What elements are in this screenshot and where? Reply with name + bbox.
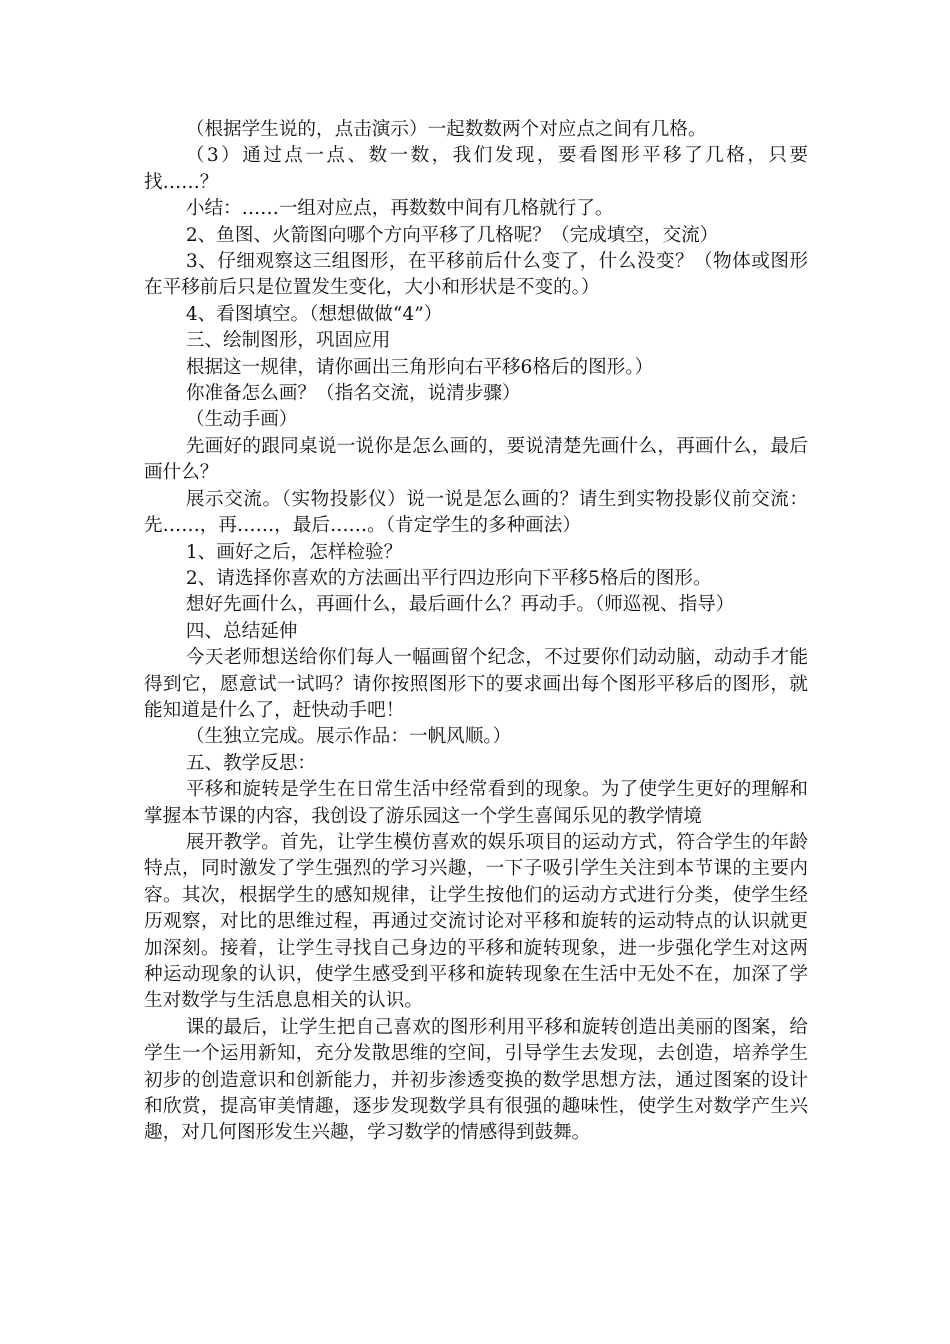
paragraph: 3、仔细观察这三组图形，在平移前后什么变了，什么没变？（物体或图形在平移前后只是位置发生变化，大小和形状是不变的。） [144, 251, 808, 299]
paragraph: 4、看图填空。（想想做做“4”） [185, 303, 443, 325]
paragraph: 展开教学。首先，让学生模仿喜欢的娱乐项目的运动方式，符合学生的年龄特点，同时激发了学生强烈的学习兴趣，一下子吸引学生关注到本节课的主要内容。其次，根据学生的感知规律，让学生按他们的运动方式进行分类，使学生经历观察，对比的思维过程，再通过交流讨论对平移和旋转的运动特点的认识就更加深刻。接着，让学生寻找自己身边的平移和旋转现象，进一步强化学生对这两种运动现象的认识，使学生感受到平移和旋转现象在生活中无处不在，加深了学生对数学与生活息息相关的认识。 [144, 831, 808, 1012]
document-page [144, 117, 808, 1147]
paragraph: （根据学生说的，点击演示）一起数数两个对应点之间有几格。 [185, 119, 707, 140]
paragraph: 先画好的跟同桌说一说你是怎么画的，要说清楚先画什么，再画什么，最后画什么？ [144, 435, 808, 484]
paragraph: 展示交流。（实物投影仪）说一说是怎么画的？请生到实物投影仪前交流：先……，再……，最后……。（肯定学生的多种画法） [144, 488, 808, 537]
section-heading: 五、教学反思： [185, 752, 317, 774]
paragraph: 2、鱼图、火箭图向哪个方向平移了几格呢？（完成填空，交流） [185, 224, 719, 246]
paragraph: 今天老师想送给你们每人一幅画留个纪念，不过要你们动动脑，动动手才能得到它，愿意试一试吗？请你按照图形下的要求画出每个图形平移后的图形，就能知道是什么了，赶快动手吧！ [144, 647, 808, 721]
paragraph: 1、画好之后，怎样检验？ [185, 541, 403, 563]
paragraph: 根据这一规律，请你画出三角形向右平移6格后的图形。） [185, 356, 654, 378]
paragraph: 小结：……一组对应点，再数数中间有几格就行了。 [185, 198, 614, 220]
paragraph: 课的最后，让学生把自己喜欢的图形利用平移和旋转创造出美丽的图案，给学生一个运用新知，充分发散思维的空间，引导学生去发现，去创造，培养学生初步的创造意识和创新能力，并初步渗透变换的数学思想方法，通过图案的设计和欣赏，提高审美情趣，逐步发现数学具有很强的趣味性，使学生对数学产生兴趣，对几何图形发生兴趣，学习数学的情感得到鼓舞。 [144, 1016, 808, 1144]
paragraph: 想好先画什么，再画什么，最后画什么？再动手。（师巡视、指导） [185, 594, 735, 616]
section-heading: 四、总结延伸 [185, 620, 298, 642]
paragraph: 2、请选择你喜欢的方法画出平行四边形向下平移5格后的图形。 [185, 567, 712, 589]
section-heading: 三、绘制图形，巩固应用 [185, 330, 391, 352]
paragraph: （3）通过点一点、数一数，我们发现，要看图形平移了几格，只要找……？ [144, 145, 808, 193]
paragraph: 平移和旋转是学生在日常生活中经常看到的现象。为了使学生更好的理解和掌握本节课的内容，我创设了游乐园这一个学生喜闻乐见的教学情境 [144, 779, 808, 827]
paragraph: （生独立完成。展示作品：一帆风顺。） [185, 726, 512, 748]
paragraph: （生动手画） [185, 409, 298, 431]
paragraph: 你准备怎么画？（指名交流，说清步骤） [185, 383, 521, 405]
